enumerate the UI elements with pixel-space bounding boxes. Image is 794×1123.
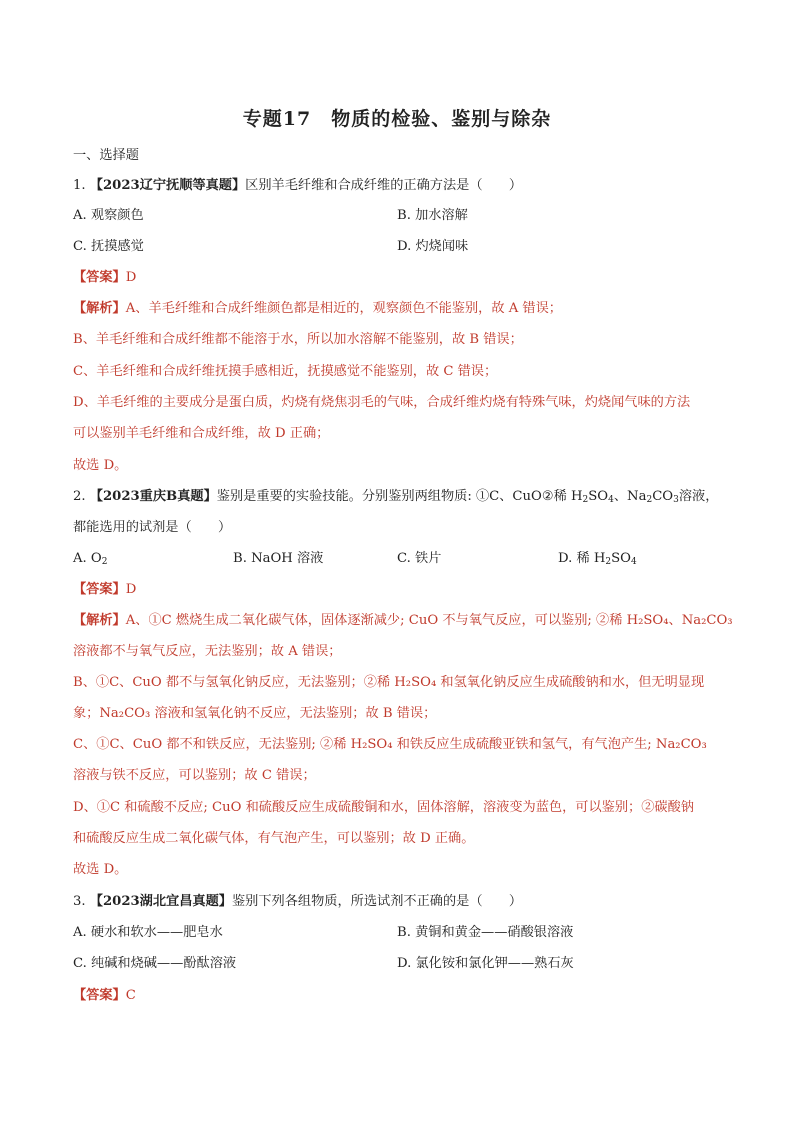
question-source: 【2023辽宁抚顺等真题】 bbox=[89, 178, 246, 193]
q1-answer bbox=[73, 269, 136, 287]
question-number: 1. bbox=[73, 178, 90, 193]
question-source: 【2023湖北宜昌真题】 bbox=[89, 894, 232, 909]
q2-option-d: D. 稀 $H_2SO_4$ bbox=[558, 551, 637, 567]
analysis-label: 【解析】 bbox=[73, 301, 126, 316]
q2-answer: 【答案】D bbox=[73, 582, 137, 597]
q2-analysis-line-1: 【解析】A、①C 燃烧生成二氧化碳气体，固体逐渐减少; CuO 不与氧气反应，可以鉴别; ②稀 H₂SO₄、Na₂CO₃ bbox=[73, 613, 733, 628]
q1-option-b: B. 加水溶解 bbox=[397, 208, 468, 223]
section-heading: 一、选择题 bbox=[73, 148, 139, 163]
q1-analysis-line-5: 可以鉴别羊毛纤维和合成纤维，故 D 正确； bbox=[73, 426, 330, 441]
q3-option-a: A. 硬水和软水——肥皂水 bbox=[73, 925, 223, 940]
q3-option-b: B. 黄铜和黄金——硝酸银溶液 bbox=[397, 925, 574, 940]
q3-option-c: C. 纯碱和烧碱——酚酞溶液 bbox=[73, 956, 237, 971]
answer-value: D bbox=[125, 270, 137, 285]
q1-analysis-line-4: D、羊毛纤维的主要成分是蛋白质，灼烧有烧焦羽毛的气味，合成纤维灼烧有特殊气味，灼烧闻气味的方法 bbox=[73, 395, 691, 410]
question-text: 区别羊毛纤维和合成纤维的正确方法是（ ） bbox=[245, 178, 523, 193]
q1-analysis-line-1: 【解析】A、羊毛纤维和合成纤维颜色都是相近的，观察颜色不能鉴别，故 A 错误； bbox=[73, 301, 562, 316]
page-title: 专题17 物质的检验、鉴别与除杂 bbox=[242, 108, 552, 130]
q2-analysis-line-2: 溶液都不与氧气反应，无法鉴别；故 A 错误； bbox=[73, 644, 342, 659]
question-source: 【2023重庆B真题】 bbox=[89, 489, 217, 504]
q1-analysis-line-2: B、羊毛纤维和合成纤维都不能溶于水，所以加水溶解不能鉴别，故 B 错误； bbox=[73, 332, 523, 347]
question-1-stem bbox=[73, 177, 522, 195]
q1-analysis-line-6: 故选 D。 bbox=[73, 458, 128, 473]
question-2-stem-line-2: 都能选用的试剂是（ ） bbox=[73, 520, 232, 535]
q3-answer: 【答案】C bbox=[73, 988, 136, 1003]
q1-option-c: C. 抚摸感觉 bbox=[73, 239, 144, 254]
q2-analysis-line-7: D、①C 和硫酸不反应; CuO 和硫酸反应生成硫酸铜和水，固体溶解，溶液变为蓝色，可以鉴别；②碳酸钠 bbox=[73, 800, 694, 815]
q1-analysis-line-3: C、羊毛纤维和合成纤维抚摸手感相近，抚摸感觉不能鉴别，故 C 错误； bbox=[73, 364, 498, 379]
q2-analysis-line-3: B、①C、CuO 都不与氢氧化钠反应，无法鉴别；②稀 H₂SO₄ 和氢氧化钠反应生成硫酸钠和水，但无明显现 bbox=[73, 675, 705, 690]
q1-option-a: A. 观察颜色 bbox=[73, 208, 144, 223]
q2-option-a: A. $O_2$ bbox=[73, 551, 108, 567]
q2-analysis-line-9: 故选 D。 bbox=[73, 862, 128, 877]
q2-analysis-line-4: 象；Na₂CO₃ 溶液和氢氧化钠不反应，无法鉴别；故 B 错误； bbox=[73, 706, 437, 721]
q2-analysis-line-5: C、①C、CuO 都不和铁反应，无法鉴别; ②稀 H₂SO₄ 和铁反应生成硫酸亚铁和氢气，有气泡产生; Na₂CO₃ bbox=[73, 737, 707, 752]
question-3-stem: 3. 【2023湖北宜昌真题】鉴别下列各组物质，所选试剂不正确的是（ ） bbox=[73, 894, 523, 909]
q2-analysis-line-8: 和硫酸反应生成二氧化碳气体，有气泡产生，可以鉴别；故 D 正确。 bbox=[73, 831, 475, 846]
q2-option-b: B. NaOH 溶液 bbox=[233, 551, 324, 566]
question-2-stem: 2. 【2023重庆B真题】鉴别是重要的实验技能。分别鉴别两组物质: ①C、CuO②稀 $H_2SO_4$、$Na_2CO_3$溶液， bbox=[73, 489, 719, 505]
q1-option-d: D. 灼烧闻味 bbox=[397, 239, 469, 254]
q2-option-c: C. 铁片 bbox=[397, 551, 442, 566]
answer-label: 【答案】 bbox=[73, 270, 126, 285]
q3-option-d: D. 氯化铵和氯化钾——熟石灰 bbox=[397, 956, 574, 971]
q2-analysis-line-6: 溶液与铁不反应，可以鉴别；故 C 错误； bbox=[73, 768, 316, 783]
